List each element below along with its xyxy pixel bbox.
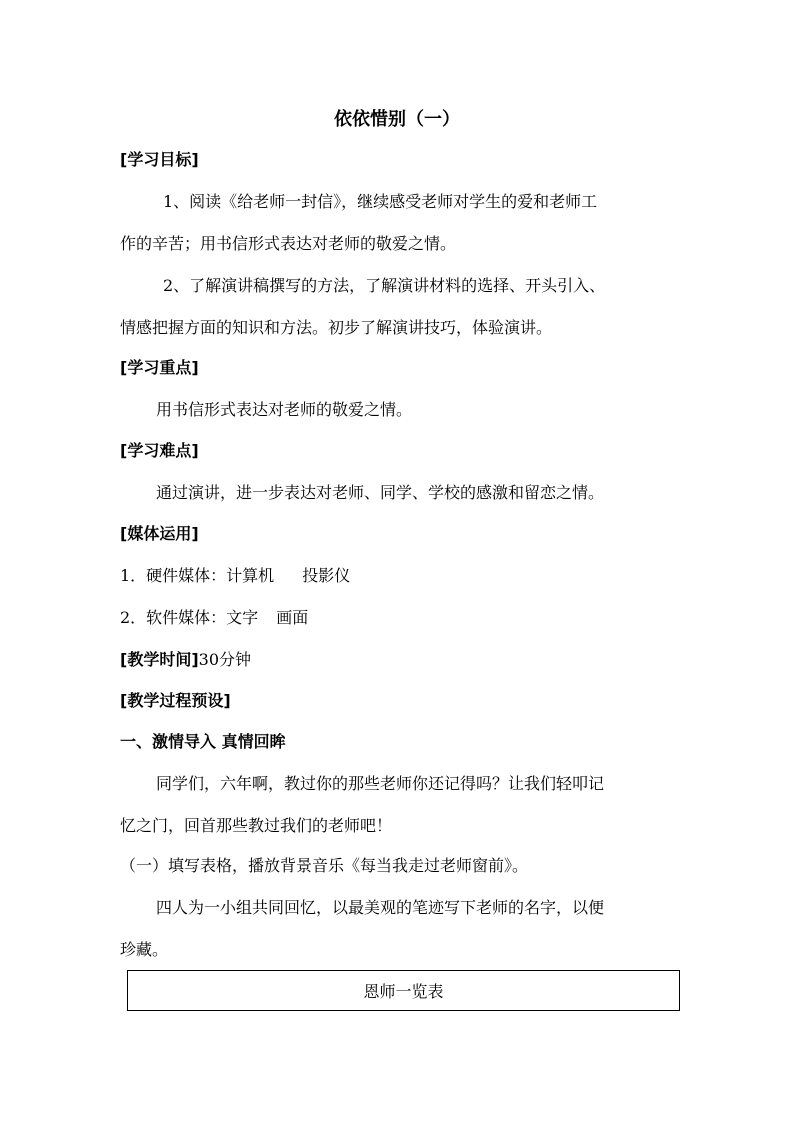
page-title: 依依惜别（一） bbox=[334, 109, 460, 130]
teacher-table bbox=[127, 970, 680, 1011]
media-hardware-extra: 投影仪 bbox=[302, 566, 351, 585]
step-1: （一）填写表格，播放背景音乐《每当我走过老师窗前》。 bbox=[120, 856, 529, 875]
part-1-title: 一、激情导入 真情回眸 bbox=[120, 732, 286, 751]
objective-2-line-2: 情感把握方面的知识和方法。初步了解演讲技巧，体验演讲。 bbox=[120, 318, 553, 337]
key-points-text: 用书信形式表达对老师的敬爱之情。 bbox=[156, 400, 413, 419]
media-software-label: 2．软件媒体：文字 bbox=[120, 608, 259, 627]
teaching-time-heading: [教学时间] bbox=[120, 650, 199, 669]
objective-2-line-1: 2、了解演讲稿撰写的方法，了解演讲材料的选择、开头引入、 bbox=[163, 276, 606, 295]
step-1-desc-line-1: 四人为一小组共同回忆，以最美观的笔迹写下老师的名字，以便 bbox=[156, 898, 605, 917]
teaching-time bbox=[120, 650, 251, 670]
intro-line-2: 忆之门，回首那些教过我们的老师吧！ bbox=[120, 816, 393, 835]
media-hardware-label: 1．硬件媒体：计算机 bbox=[120, 566, 275, 585]
key-points-heading: [学习重点] bbox=[120, 358, 199, 377]
difficulties-text: 通过演讲，进一步表达对老师、同学、学校的感激和留恋之情。 bbox=[156, 483, 605, 502]
teaching-time-value: 30分钟 bbox=[198, 650, 252, 669]
objective-1-line-1: 1、阅读《给老师一封信》，继续感受老师对学生的爱和老师工 bbox=[163, 192, 598, 211]
difficulties-heading: [学习难点] bbox=[120, 441, 199, 460]
media-heading: [媒体运用] bbox=[120, 524, 199, 543]
objectives-heading: [学习目标] bbox=[120, 150, 199, 169]
objective-1-line-2: 作的辛苦；用书信形式表达对老师的敬爱之情。 bbox=[120, 234, 457, 253]
teacher-table-title: 恩师一览表 bbox=[363, 982, 444, 1001]
process-heading: [教学过程预设] bbox=[120, 691, 231, 710]
media-software-extra: 画面 bbox=[276, 608, 309, 627]
step-1-desc-line-2: 珍藏。 bbox=[120, 940, 169, 959]
media-software bbox=[120, 608, 308, 628]
media-hardware bbox=[120, 566, 350, 586]
intro-line-1: 同学们，六年啊，教过你的那些老师你还记得吗？让我们轻叩记 bbox=[156, 774, 605, 793]
